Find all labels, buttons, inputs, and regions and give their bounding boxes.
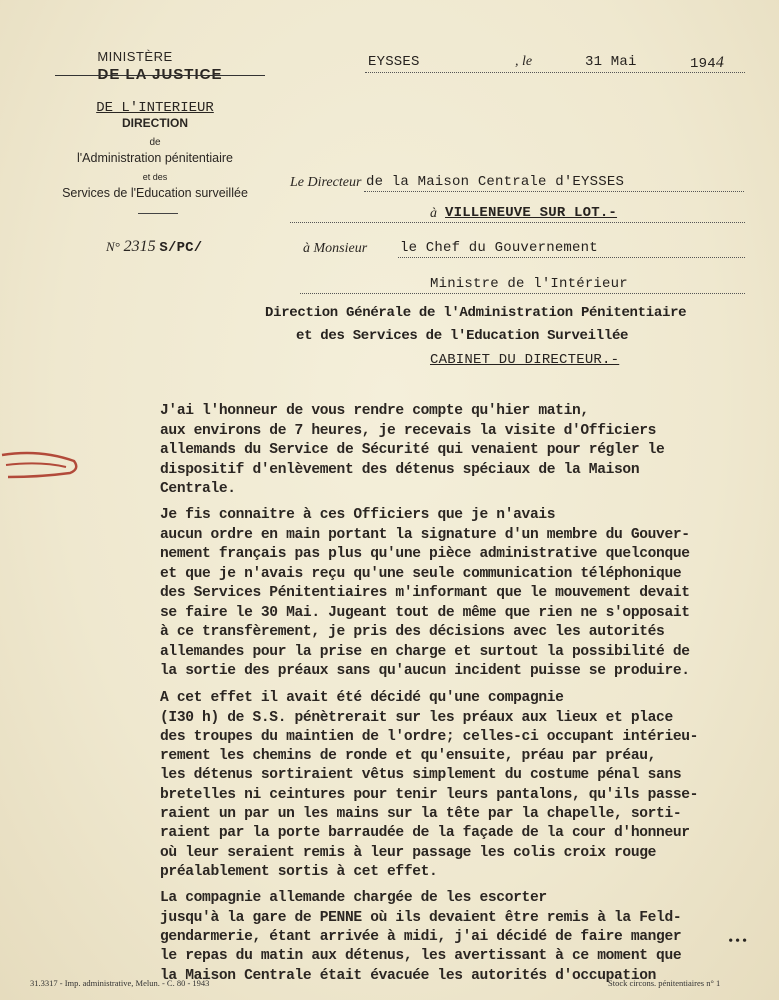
from-value: de la Maison Centrale d'EYSSES: [366, 174, 625, 190]
body-line: gendarmerie, étant arrivée à midi, j'ai décidé de faire manger: [160, 929, 682, 945]
from-city: VILLENEUVE SUR LOT.-: [445, 205, 618, 221]
body-line: le repas du matin aux détenus, les avertissant à ce moment que: [160, 948, 682, 964]
body-line: allemands du Service de Sécurité qui venaient pour régler le: [160, 442, 665, 458]
letterhead-justice-text: DE LA JUSTICE: [97, 66, 223, 83]
to-line2: Ministre de l'Intérieur: [430, 276, 628, 292]
header-day-month: 31 Mai: [585, 54, 637, 70]
body-line: jusqu'à la gare de PENNE où ils devaient être remis à la Feld-: [160, 910, 682, 926]
header-year: [690, 54, 724, 72]
body-line: préalablement sortis à cet effet.: [160, 864, 438, 880]
body-line: dispositif d'enlèvement des détenus spéciaux de la Maison: [160, 462, 640, 478]
red-clip-mark-icon: [0, 447, 80, 497]
body-line: la Maison Centrale était évacuée les autorités d'occupation: [160, 968, 657, 984]
header-place: EYSSES: [368, 54, 420, 70]
body-line: des Services Pénitentiaires m'informant que le mouvement devait: [160, 585, 690, 601]
body-line: à ce transfèrement, je pris des décisions avec les autorités: [160, 624, 665, 640]
footer-printer: 31.3317 - Imp. administrative, Melun. - C. 80 - 1943: [30, 978, 210, 988]
letterhead-divider: [138, 213, 178, 214]
body-line: (I30 h) de S.S. pénètrerait sur les préaux aux lieux et place: [160, 710, 673, 726]
body-line: A cet effet il avait été décidé qu'une compagnie: [160, 690, 564, 706]
to-value: le Chef du Gouvernement: [400, 240, 598, 256]
letterhead-direction: DIRECTION: [122, 116, 188, 130]
body-line: nement français pas plus qu'une pièce administrative quelconque: [160, 546, 690, 562]
from-underline: [364, 191, 744, 192]
letterhead-ministere: MINISTÈRE: [97, 49, 173, 64]
footer-stock: Stock circons. pénitentiaires n° 1: [608, 978, 721, 988]
to-line3: Direction Générale de l'Administration Pénitentiaire: [265, 305, 687, 321]
letterhead-justice-struck: [55, 67, 265, 82]
body-line: aucun ordre en main portant la signature d'un membre du Gouver-: [160, 527, 690, 543]
reference-number: [106, 238, 202, 256]
from-label: Le Directeur: [290, 175, 362, 190]
body-line: des troupes du maintien de l'ordre; celles-ci occupant intérieu-: [160, 729, 699, 745]
body-line: allemandes pour la prise en charge et surtout la possibilité de: [160, 644, 690, 660]
to-underline: [398, 257, 745, 258]
body-line: Je fis connaitre à ces Officiers que je n'avais: [160, 507, 556, 523]
from-city-prefix: à: [430, 206, 437, 221]
body-line: se faire le 30 Mai. Jugeant tout de même que rien ne s'opposait: [160, 605, 690, 621]
header-le: , le: [515, 54, 533, 69]
to-label: à Monsieur: [303, 241, 368, 256]
body-line: La compagnie allemande chargée de les escorter: [160, 890, 547, 906]
body-line: raient par la porte barraudée de la façade de la cour d'honneur: [160, 825, 690, 841]
to-line4: et des Services de l'Education Surveillée: [296, 328, 629, 344]
body-line: les détenus sortiraient vêtus simplement du costume pénal sans: [160, 767, 682, 783]
body-line: aux environs de 7 heures, je recevais la visite d'Officiers: [160, 423, 657, 439]
letterhead-de: de: [149, 137, 161, 148]
to-line2-underline: [300, 293, 745, 294]
letterhead-et-des: et des: [142, 172, 168, 182]
to-line5: CABINET DU DIRECTEUR.-: [430, 352, 620, 368]
body-line: J'ai l'honneur de vous rendre compte qu'hier matin,: [160, 403, 589, 419]
from-city-underline: [290, 222, 745, 223]
body-line: raient un par un les mains sur la tête par la chapelle, sorti-: [160, 806, 682, 822]
header-year-printed: 194: [690, 56, 716, 72]
letterhead-services: Services de l'Education surveillée: [62, 186, 248, 200]
body-line: où leur seraient remis à leur passage les colis croix rouge: [160, 845, 657, 861]
body-line: Centrale.: [160, 481, 236, 497]
continuation-dots: •••: [728, 934, 749, 949]
number-suffix: S/PC/: [159, 240, 203, 256]
number-handwritten: 2315: [123, 238, 156, 255]
strikethrough-line: [55, 75, 265, 76]
body-line: et que je n'avais reçu qu'une seule communication téléphonique: [160, 566, 682, 582]
letterhead-interieur: DE L'INTERIEUR: [96, 100, 214, 116]
body-line: la sortie des préaux sans qu'aucun incident puisse se produire.: [160, 663, 690, 679]
body-line: rement les chemins de ronde et qu'ensuite, préau par préau,: [160, 748, 657, 764]
header-year-hand: 4: [715, 54, 725, 71]
number-prefix: N°: [106, 239, 120, 254]
body-line: bretelles ni ceintures pour tenir leurs pantalons, qu'ils passe-: [160, 787, 699, 803]
letterhead-administration: l'Administration pénitentiaire: [77, 151, 233, 165]
date-underline: [365, 72, 745, 73]
